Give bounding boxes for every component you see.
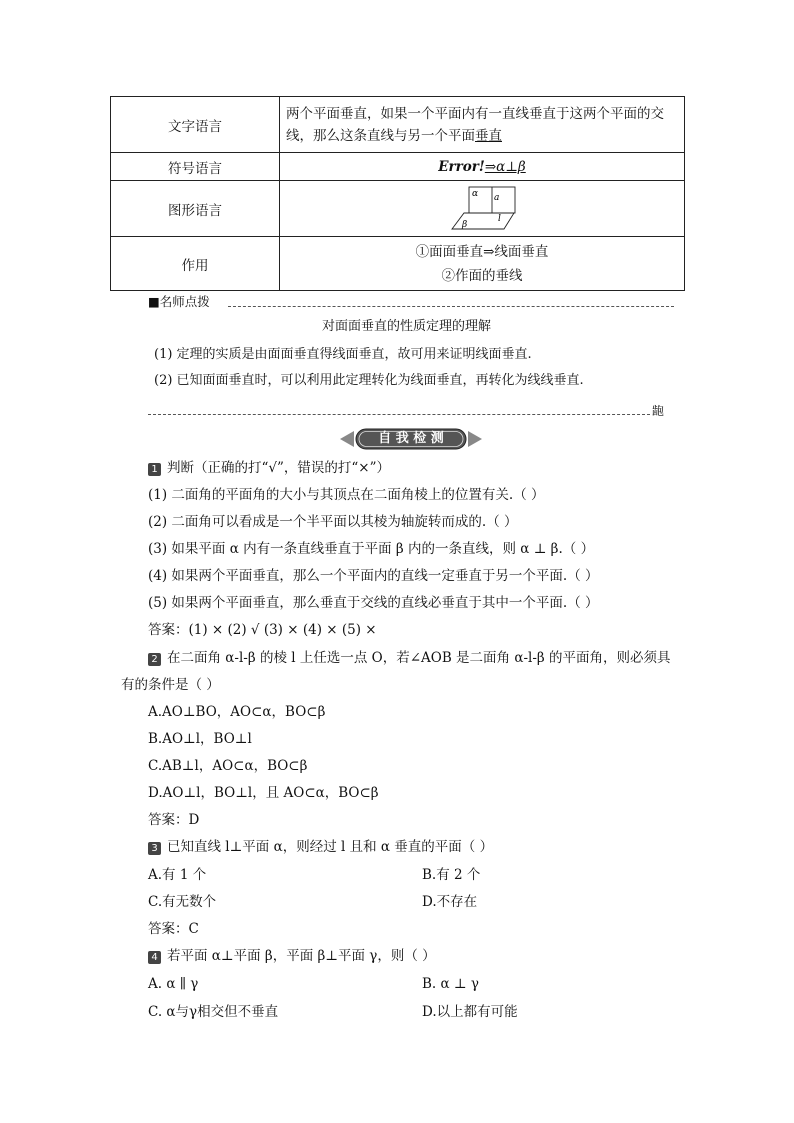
q3-stem: 已知直线 l⊥平面 α，则经过 l 且和 α 垂直的平面（ ） (167, 839, 494, 855)
tip-top-divider (228, 306, 674, 307)
theorem-table (110, 96, 685, 291)
q3-answer: 答案：C (148, 921, 199, 937)
tip-paragraph-2: (2) 已知面面垂直时，可以利用此定理转化为线面垂直，再转化为线线垂直. (154, 373, 584, 388)
q4-option-b: B. α ⊥ γ (422, 976, 479, 992)
tip-bottom-divider (148, 414, 650, 415)
table-label-figure-language: 图形语言 (111, 181, 280, 237)
q4-option-a: A. α ∥ γ (148, 976, 199, 992)
text-language-line2-pre: 线，那么这条直线与另一个平面 (286, 127, 475, 144)
fig-label-alpha: α (472, 188, 479, 199)
fig-label-a: a (494, 192, 500, 203)
table-value-symbol-language (280, 153, 685, 181)
symbol-rest: ⇒α⊥β (484, 158, 526, 175)
text-language-line1: 两个平面垂直，如果一个平面内有一直线垂直于这两个平面的交 (286, 105, 664, 122)
q3-stem-row (148, 838, 493, 856)
q4-stem: 若平面 α⊥平面 β，平面 β⊥平面 γ，则（ ） (167, 948, 436, 964)
tip-paragraph-1: (1) 定理的实质是由面面垂直得线面垂直，故可用来证明线面垂直. (154, 347, 532, 362)
function-line1: ①面面垂直⇒线面垂直 (415, 243, 549, 260)
q1-item-3: (3) 如果平面 α 内有一条直线垂直于平面 β 内的一条直线，则 α ⊥ β.（ ） (148, 541, 595, 557)
q2-option-c: C.AB⊥l，AO⊂α，BO⊂β (148, 758, 308, 774)
q1-item-2: (2) 二面角可以看成是一个半平面以其棱为轴旋转而成的.（ ） (148, 514, 518, 530)
q3-option-b: B.有 2 个 (422, 867, 481, 883)
q2-stem-line2: 有的条件是（ ） (121, 677, 220, 693)
tip-title: 对面面垂直的性质定理的理解 (322, 319, 492, 334)
q3-option-d: D.不存在 (422, 894, 478, 910)
q1-number-badge: 1 (148, 463, 161, 476)
q3-number-badge: 3 (148, 842, 161, 855)
table-value-figure (280, 181, 685, 237)
q1-item-4: (4) 如果两个平面垂直，那么一个平面内的直线一定垂直于另一个平面.（ ） (148, 568, 599, 584)
text-language-line2 (286, 125, 678, 147)
table-value-function (280, 237, 685, 291)
q4-option-c: C. α与γ相交但不垂直 (148, 1004, 279, 1020)
q2-option-b: B.AO⊥l，BO⊥l (148, 731, 252, 747)
q2-answer: 答案：D (148, 812, 200, 828)
self-check-banner (340, 428, 482, 450)
q2-option-d: D.AO⊥l，BO⊥l，且 AO⊂α，BO⊂β (148, 785, 379, 801)
q2-stem-line1: 在二面角 α-l-β 的棱 l 上任选一点 O，若∠AOB 是二面角 α-l-β 的平面角，则必须具 (167, 650, 671, 666)
plane-figure-icon (442, 185, 522, 233)
q2-number-badge: 2 (148, 653, 161, 666)
function-line2: ②作面的垂线 (441, 267, 523, 284)
tip-header: ■名师点拨 (148, 294, 210, 309)
q1-stem-row (148, 459, 390, 477)
q1-item-5: (5) 如果两个平面垂直，那么垂直于交线的直线必垂直于其中一个平面.（ ） (148, 595, 599, 611)
q3-option-c: C.有无数个 (148, 894, 217, 910)
fig-label-beta: β (462, 219, 468, 230)
q1-stem: 判断（正确的打“√”，错误的打“×”） (167, 460, 391, 476)
q4-number-badge: 4 (148, 951, 161, 964)
table-label-text-language: 文字语言 (111, 97, 280, 153)
text-language-underlined: 垂直 (475, 127, 502, 144)
q1-item-1: (1) 二面角的平面角的大小与其顶点在二面角棱上的位置有关.（ ） (148, 487, 545, 503)
q4-stem-row (148, 947, 436, 965)
banner-text: 自 我 检 测 (378, 431, 444, 446)
q2-option-a: A.AO⊥BO，AO⊂α，BO⊂β (148, 704, 326, 720)
fig-label-l: l (498, 213, 501, 224)
q1-answer: 答案：(1) × (2) √ (3) × (4) × (5) × (148, 622, 377, 638)
q4-option-d: D.以上都有可能 (422, 1004, 518, 1020)
symbol-error: Error! (438, 158, 485, 175)
table-label-function: 作用 (111, 237, 280, 291)
table-label-symbol-language: 符号语言 (111, 153, 280, 181)
table-value-text-language (280, 97, 685, 153)
q3-option-a: A.有 1 个 (148, 867, 207, 883)
tip-end-char: 龅 (652, 404, 665, 418)
q2-stem-row (148, 649, 671, 667)
